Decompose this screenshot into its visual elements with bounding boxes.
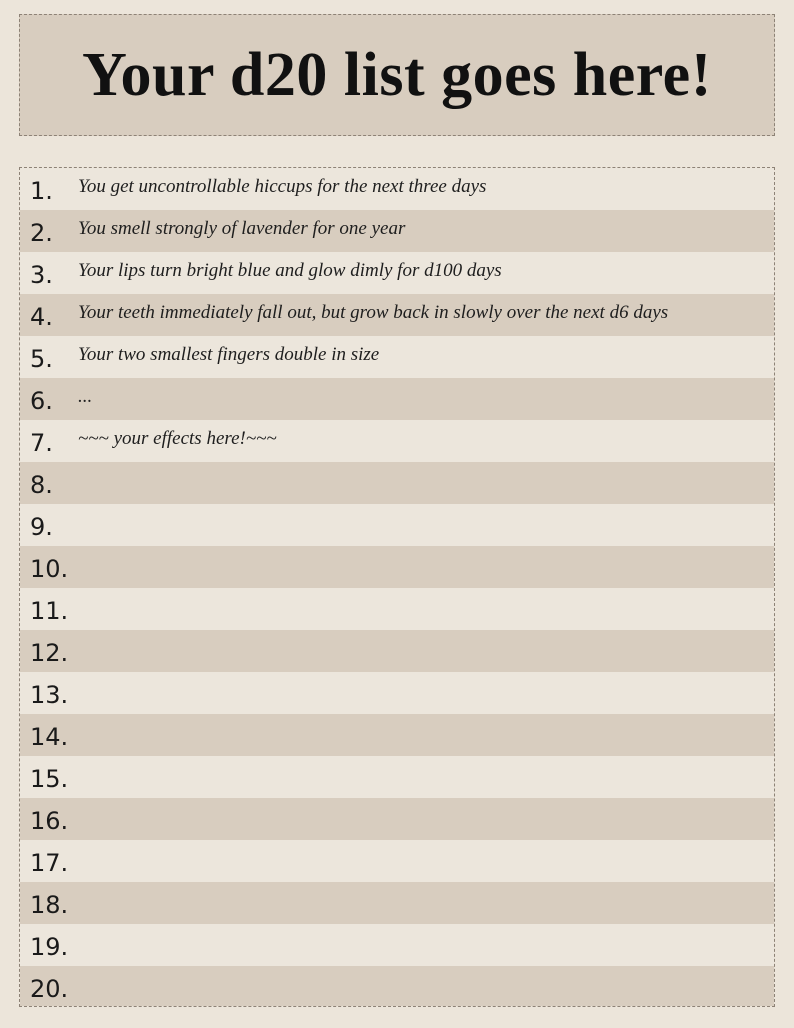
item-number: 11. [30,596,69,625]
item-text: ... [78,386,93,407]
item-text: Your teeth immediately fall out, but grow back in slowly over the next d6 days [78,302,669,323]
item-number: 10. [30,554,69,583]
list-item [20,294,774,336]
item-number: 9. [30,512,53,541]
list-item [20,630,774,672]
item-number: 12. [30,638,69,667]
item-number: 4. [30,302,53,331]
d20-list [19,167,775,1007]
list-item [20,336,774,378]
list-item [20,168,774,210]
list-item [20,672,774,714]
list-item [20,924,774,966]
item-number: 1. [30,176,53,205]
item-text: Your two smallest fingers double in size [78,344,380,365]
item-number: 5. [30,344,53,373]
list-item [20,546,774,588]
item-number: 3. [30,260,53,289]
list-item [20,840,774,882]
item-number: 2. [30,218,53,247]
item-number: 16. [30,806,69,835]
item-number: 13. [30,680,69,709]
list-item [20,378,774,420]
item-number: 19. [30,932,69,961]
list-item [20,252,774,294]
item-text: You get uncontrollable hiccups for the next three days [78,176,487,197]
item-text: ~~~ your effects here!~~~ [78,428,277,449]
list-item [20,966,774,1007]
list-item [20,462,774,504]
item-number: 7. [30,428,53,457]
list-item [20,714,774,756]
item-number: 6. [30,386,53,415]
item-text: Your lips turn bright blue and glow dimly for d100 days [78,260,502,281]
list-item [20,420,774,462]
list-item [20,210,774,252]
item-text: You smell strongly of lavender for one year [78,218,406,239]
item-number: 8. [30,470,53,499]
list-item [20,882,774,924]
item-number: 17. [30,848,69,877]
page-title: Your d20 list goes here! [82,40,712,109]
item-number: 15. [30,764,69,793]
title-banner [19,14,775,136]
item-number: 18. [30,890,69,919]
list-item [20,588,774,630]
item-number: 14. [30,722,69,751]
list-item [20,504,774,546]
list-item [20,756,774,798]
item-number: 20. [30,974,69,1003]
list-item [20,798,774,840]
